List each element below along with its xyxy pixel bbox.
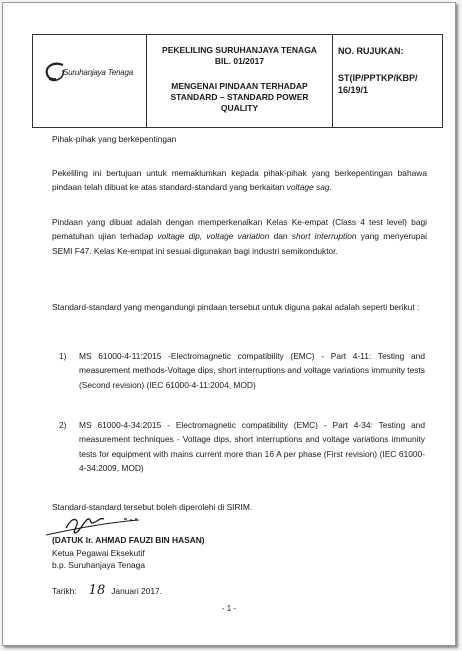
logo-text: Suruhanjaya Tenaga <box>63 68 133 77</box>
circular-title: PEKELILING SURUHANJAYA TENAGA <box>162 45 317 55</box>
reference-line-1: ST(IP/PPTKP/KBP/ <box>338 73 418 83</box>
paragraph-3: Standard-standard yang mengandungi pindaan tersebut untuk diguna pakai adalah seperti berikut : <box>52 302 420 312</box>
signatory-organisation: b.p. Suruhanjaya Tenaga <box>52 560 145 570</box>
paragraph-4: Standard-standard tersebut boleh diperolehi di SIRIM. <box>52 502 253 512</box>
subject-line-2: STANDARD – STANDARD POWER <box>170 92 309 102</box>
list-item-number: 2) <box>59 420 67 430</box>
subject-line-1: MENGENAI PINDAAN TERHADAP <box>171 81 308 91</box>
signatory-position: Ketua Pegawai Eksekutif <box>52 548 145 558</box>
signatory-name: (DATUK Ir. AHMAD FAUZI BIN HASAN) <box>52 535 205 545</box>
salutation: Pihak-pihak yang berkepentingan <box>52 134 177 144</box>
document-page <box>2 2 456 646</box>
list-item <box>59 418 425 475</box>
paragraph-1-text: Pekeliling ini bertujuan untuk memaklumkan kepada pihak-pihak yang berkepentingan bahawa pindaan telah dibuat ke atas standard-standard yang berkaitan <box>52 168 427 193</box>
paragraph-1 <box>52 166 427 195</box>
paragraph-1-italic: voltage sag <box>286 182 330 193</box>
paragraph-2-italic-2: short interruption <box>291 231 357 242</box>
letterhead-table <box>32 34 443 128</box>
subject-line-3: QUALITY <box>220 103 259 113</box>
paragraph-2 <box>52 215 427 258</box>
list-item-number: 1) <box>59 351 67 361</box>
handwritten-signature <box>44 511 194 537</box>
date-line <box>52 583 162 598</box>
circular-number: BIL. 01/2017 <box>214 56 265 66</box>
list-item-text: MS 61000-4-11:2015 -Electromagnetic compatibility (EMC) - Part 4-11: Testing and measurement methods-Voltage dips, short interruptions and voltage variations immunity tests (Second revision) (IEC 61000-4-11:2004, MOD) <box>79 351 425 390</box>
paragraph-1-end: . <box>329 182 332 193</box>
date-month-year: Januari 2017. <box>111 586 162 596</box>
paragraph-2-end: yang menyerupai SEMI F47. Kelas Ke-empat ini sesuai digunakan bagi industri semikonduktor. <box>52 231 427 256</box>
reference-cell <box>333 35 442 127</box>
page-number: - 1 - <box>221 604 237 613</box>
paragraph-2-italic-1: voltage dip, voltage variation <box>157 231 270 242</box>
list-item-text: MS 61000-4-34:2015 - Electromagnetic compatibility (EMC) - Part 4-34: Testing and measurement techniques - Voltage dips, short interruptions and voltage variations immunity tests for equipment with mains current more than 16 A per phase (First revision) (IEC 61000-4-34:2009, MOD) <box>79 420 425 473</box>
paragraph-2-text: Pindaan yang dibuat adalah dengan memperkenalkan Kelas Ke-empat (Class 4 test level) bagi pematuhan ujian terhadap <box>52 217 427 242</box>
reference-label: NO. RUJUKAN: <box>338 46 404 56</box>
date-label: Tarikh: <box>52 586 77 596</box>
logo-cell <box>33 35 147 127</box>
reference-line-2: 16/19/1 <box>338 85 369 95</box>
date-day: 18 <box>88 583 106 598</box>
paragraph-2-conj: dan <box>269 231 292 242</box>
title-cell <box>147 35 333 127</box>
list-item <box>59 349 425 392</box>
